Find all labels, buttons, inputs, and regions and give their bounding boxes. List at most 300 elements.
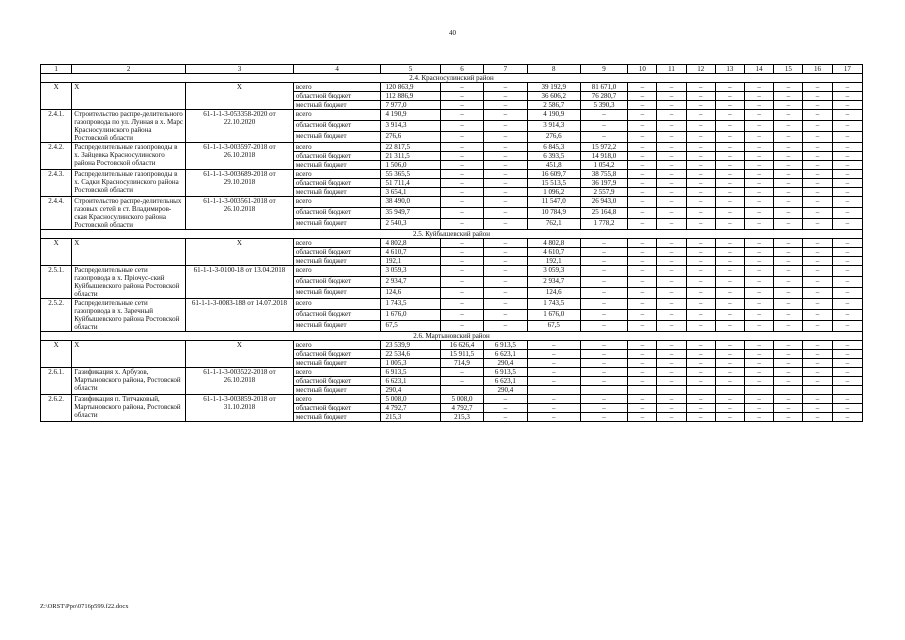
value-cell: –	[484, 277, 527, 288]
value-cell: –	[774, 341, 803, 350]
item-number: 2.6.1.	[41, 368, 72, 395]
value-cell: –	[686, 395, 715, 404]
value-cell: –	[774, 110, 803, 121]
column-header: 2	[72, 65, 186, 74]
document-reference: 61-1-1-3-0083-188 от 14.07.2018	[186, 299, 294, 332]
value-cell: 2 557,9	[580, 188, 627, 197]
value-cell: 38 755,8	[580, 170, 627, 179]
value-cell: –	[686, 377, 715, 386]
value-cell: –	[832, 208, 862, 219]
item-number: 2.4.4.	[41, 197, 72, 230]
value-cell: 1 005,3	[381, 359, 440, 368]
value-cell: –	[484, 299, 527, 310]
value-cell: –	[832, 179, 862, 188]
value-cell: –	[774, 121, 803, 132]
budget-type-label: всего	[293, 197, 381, 208]
value-cell: 124,6	[527, 288, 580, 299]
value-cell: –	[580, 395, 627, 404]
value-cell: –	[580, 350, 627, 359]
value-cell: –	[657, 404, 686, 413]
value-cell: –	[628, 404, 657, 413]
value-cell: –	[774, 299, 803, 310]
value-cell: –	[527, 404, 580, 413]
value-cell: –	[832, 299, 862, 310]
value-cell: 1 676,0	[381, 310, 440, 321]
value-cell: –	[803, 132, 832, 143]
value-cell: –	[686, 161, 715, 170]
value-cell: 36 197,9	[580, 179, 627, 188]
value-cell: –	[657, 152, 686, 161]
value-cell: 15 911,5	[440, 350, 483, 359]
value-cell: –	[803, 219, 832, 230]
value-cell: –	[686, 101, 715, 110]
table-row	[41, 170, 863, 179]
value-cell: –	[628, 208, 657, 219]
value-cell: –	[745, 404, 774, 413]
column-header: 11	[657, 65, 686, 74]
value-cell: –	[803, 310, 832, 321]
value-cell: –	[686, 310, 715, 321]
budget-type-label: всего	[293, 341, 381, 350]
value-cell: –	[628, 359, 657, 368]
value-cell: –	[745, 413, 774, 422]
value-cell: –	[715, 161, 744, 170]
value-cell: –	[745, 321, 774, 332]
value-cell: –	[803, 239, 832, 248]
value-cell: –	[527, 377, 580, 386]
value-cell: –	[657, 341, 686, 350]
document-reference: 61-1-1-3-003522-2018 от 26.10.2018	[186, 368, 294, 395]
value-cell: –	[715, 101, 744, 110]
value-cell: 1 743,5	[527, 299, 580, 310]
value-cell: 11 547,0	[527, 197, 580, 208]
value-cell: –	[745, 121, 774, 132]
value-cell: –	[440, 277, 483, 288]
value-cell: –	[803, 257, 832, 266]
value-cell: 451,8	[527, 161, 580, 170]
value-cell: –	[745, 161, 774, 170]
value-cell: –	[628, 413, 657, 422]
value-cell: –	[440, 321, 483, 332]
value-cell: –	[527, 359, 580, 368]
budget-type-label: всего	[293, 266, 381, 277]
item-description: Распределительные сети газопровода в х. Пріочус-ский Куйбышевского района Ростовской области	[72, 266, 186, 299]
value-cell: 10 784,9	[527, 208, 580, 219]
value-cell	[715, 386, 744, 395]
value-cell: –	[657, 170, 686, 179]
value-cell: –	[686, 152, 715, 161]
value-cell: –	[686, 299, 715, 310]
value-cell: –	[832, 341, 862, 350]
value-cell: –	[580, 299, 627, 310]
budget-type-label: местный бюджет	[293, 161, 381, 170]
value-cell: 112 886,9	[381, 92, 440, 101]
value-cell: –	[527, 341, 580, 350]
column-header: 6	[440, 65, 483, 74]
value-cell: –	[440, 310, 483, 321]
value-cell: –	[803, 208, 832, 219]
table-row	[41, 197, 863, 208]
value-cell: –	[745, 341, 774, 350]
value-cell: –	[774, 377, 803, 386]
table-row	[41, 368, 863, 377]
table-row	[41, 341, 863, 350]
value-cell: –	[774, 321, 803, 332]
value-cell: –	[580, 377, 627, 386]
value-cell	[832, 386, 862, 395]
value-cell: –	[715, 395, 744, 404]
document-reference: 61-1-1-3-0100-18 от 13.04.2018	[186, 266, 294, 299]
value-cell: 1 676,0	[527, 310, 580, 321]
value-cell: –	[745, 132, 774, 143]
value-cell: –	[715, 170, 744, 179]
value-cell: –	[580, 257, 627, 266]
value-cell: –	[484, 152, 527, 161]
value-cell: –	[774, 257, 803, 266]
value-cell: –	[527, 350, 580, 359]
value-cell: –	[832, 377, 862, 386]
value-cell: –	[440, 179, 483, 188]
value-cell: –	[715, 208, 744, 219]
section-row	[41, 230, 863, 239]
value-cell: –	[686, 266, 715, 277]
value-cell: –	[440, 257, 483, 266]
value-cell: –	[832, 239, 862, 248]
value-cell: –	[803, 350, 832, 359]
page-number: 40	[449, 29, 456, 37]
budget-type-label: всего	[293, 239, 381, 248]
column-header: 9	[580, 65, 627, 74]
value-cell: –	[715, 248, 744, 257]
item-number: Х	[41, 239, 72, 266]
item-description: Распределительные сети газопровода в х. Заречный Куйбышевского района Ростовской области	[72, 299, 186, 332]
value-cell: –	[774, 92, 803, 101]
value-cell: –	[580, 288, 627, 299]
value-cell: 5 008,0	[440, 395, 483, 404]
value-cell: –	[628, 257, 657, 266]
value-cell	[745, 386, 774, 395]
column-header: 7	[484, 65, 527, 74]
value-cell: –	[745, 239, 774, 248]
value-cell: –	[803, 121, 832, 132]
value-cell: 3 914,3	[381, 121, 440, 132]
value-cell: –	[832, 197, 862, 208]
item-description: Газификация х. Арбузов, Мартыновского района, Ростовской области	[72, 368, 186, 395]
value-cell: 124,6	[381, 288, 440, 299]
value-cell: –	[686, 121, 715, 132]
value-cell: –	[628, 239, 657, 248]
section-row	[41, 332, 863, 341]
value-cell: –	[715, 132, 744, 143]
value-cell: 26 943,0	[580, 197, 627, 208]
value-cell: 22 534,6	[381, 350, 440, 359]
value-cell: –	[527, 413, 580, 422]
value-cell: –	[774, 161, 803, 170]
value-cell: –	[484, 208, 527, 219]
value-cell: –	[774, 208, 803, 219]
value-cell: –	[657, 257, 686, 266]
value-cell: –	[440, 219, 483, 230]
value-cell: –	[832, 121, 862, 132]
value-cell: –	[440, 132, 483, 143]
value-cell: –	[745, 152, 774, 161]
value-cell: –	[484, 170, 527, 179]
value-cell: –	[774, 239, 803, 248]
value-cell: 215,3	[381, 413, 440, 422]
value-cell: –	[527, 368, 580, 377]
value-cell: 16 609,7	[527, 170, 580, 179]
value-cell: 4 190,9	[381, 110, 440, 121]
value-cell: –	[745, 197, 774, 208]
value-cell: –	[440, 266, 483, 277]
value-cell: –	[440, 110, 483, 121]
value-cell: –	[686, 83, 715, 92]
value-cell: –	[774, 395, 803, 404]
file-path-footer: Z:\ORST\Ppo\0716p599.f22.docx	[40, 603, 129, 610]
value-cell: –	[832, 288, 862, 299]
value-cell: –	[628, 350, 657, 359]
value-cell: –	[440, 161, 483, 170]
value-cell: –	[484, 188, 527, 197]
value-cell: 4 610,7	[527, 248, 580, 257]
value-cell: –	[686, 219, 715, 230]
value-cell: –	[715, 288, 744, 299]
value-cell: –	[745, 266, 774, 277]
table-row	[41, 395, 863, 404]
value-cell: –	[715, 377, 744, 386]
value-cell: –	[715, 121, 744, 132]
value-cell: –	[803, 179, 832, 188]
value-cell: –	[484, 257, 527, 266]
budget-type-label: местный бюджет	[293, 101, 381, 110]
value-cell: –	[440, 299, 483, 310]
value-cell: –	[715, 413, 744, 422]
value-cell: –	[686, 143, 715, 152]
value-cell: –	[628, 170, 657, 179]
budget-type-label: всего	[293, 395, 381, 404]
value-cell: –	[440, 377, 483, 386]
value-cell: –	[484, 239, 527, 248]
value-cell: –	[774, 350, 803, 359]
value-cell: –	[745, 248, 774, 257]
value-cell: –	[745, 359, 774, 368]
item-description: Х	[72, 341, 186, 368]
value-cell: –	[686, 197, 715, 208]
value-cell: –	[628, 299, 657, 310]
value-cell: 5 390,3	[580, 101, 627, 110]
value-cell: –	[803, 288, 832, 299]
value-cell: 762,1	[527, 219, 580, 230]
column-header: 16	[803, 65, 832, 74]
value-cell: –	[484, 321, 527, 332]
budget-type-label: всего	[293, 143, 381, 152]
value-cell: 14 918,0	[580, 152, 627, 161]
column-header: 13	[715, 65, 744, 74]
table-row	[41, 143, 863, 152]
column-header: 14	[745, 65, 774, 74]
value-cell: –	[803, 377, 832, 386]
value-cell: –	[657, 197, 686, 208]
value-cell: –	[686, 288, 715, 299]
value-cell: –	[745, 377, 774, 386]
value-cell: 714,9	[440, 359, 483, 368]
value-cell: –	[715, 179, 744, 188]
value-cell: –	[715, 310, 744, 321]
value-cell: –	[745, 83, 774, 92]
value-cell: –	[774, 310, 803, 321]
value-cell: –	[803, 170, 832, 179]
budget-type-label: местный бюджет	[293, 132, 381, 143]
budget-type-label: областной бюджет	[293, 277, 381, 288]
budget-type-label: всего	[293, 110, 381, 121]
value-cell: –	[628, 197, 657, 208]
item-number: 2.4.2.	[41, 143, 72, 170]
value-cell: –	[657, 188, 686, 197]
column-header: 4	[293, 65, 381, 74]
value-cell: 5 008,0	[381, 395, 440, 404]
value-cell: 21 311,5	[381, 152, 440, 161]
value-cell: –	[774, 132, 803, 143]
value-cell: –	[774, 143, 803, 152]
value-cell: 3 654,1	[381, 188, 440, 197]
value-cell: –	[628, 161, 657, 170]
value-cell: –	[803, 101, 832, 110]
value-cell: –	[440, 197, 483, 208]
value-cell: –	[745, 219, 774, 230]
value-cell: 192,1	[527, 257, 580, 266]
item-number: 2.6.2.	[41, 395, 72, 422]
value-cell: –	[715, 219, 744, 230]
value-cell: –	[803, 161, 832, 170]
budget-type-label: местный бюджет	[293, 288, 381, 299]
value-cell	[657, 386, 686, 395]
value-cell	[580, 386, 627, 395]
table-row	[41, 299, 863, 310]
value-cell: –	[832, 359, 862, 368]
value-cell: –	[484, 413, 527, 422]
value-cell: –	[715, 368, 744, 377]
value-cell: –	[774, 248, 803, 257]
column-header: 8	[527, 65, 580, 74]
document-reference: Х	[186, 239, 294, 266]
value-cell: –	[440, 152, 483, 161]
value-cell: –	[657, 377, 686, 386]
value-cell: –	[803, 248, 832, 257]
value-cell	[686, 386, 715, 395]
value-cell: –	[745, 277, 774, 288]
value-cell: 39 192,9	[527, 83, 580, 92]
value-cell: –	[803, 321, 832, 332]
value-cell: –	[745, 288, 774, 299]
value-cell: 38 490,0	[381, 197, 440, 208]
value-cell: 2 934,7	[527, 277, 580, 288]
value-cell: 15 513,5	[527, 179, 580, 188]
value-cell: –	[745, 110, 774, 121]
value-cell: –	[580, 110, 627, 121]
value-cell: –	[484, 101, 527, 110]
value-cell: –	[628, 143, 657, 152]
value-cell: –	[774, 83, 803, 92]
value-cell: –	[803, 92, 832, 101]
document-reference: Х	[186, 341, 294, 368]
value-cell: 215,3	[440, 413, 483, 422]
value-cell: –	[715, 152, 744, 161]
column-header: 15	[774, 65, 803, 74]
table-row	[41, 266, 863, 277]
document-reference: 61-1-1-3-003561-2018 от 26.10.2018	[186, 197, 294, 230]
value-cell: –	[686, 277, 715, 288]
value-cell: –	[803, 188, 832, 197]
value-cell: –	[715, 350, 744, 359]
value-cell: –	[832, 257, 862, 266]
value-cell: –	[440, 92, 483, 101]
value-cell: –	[803, 341, 832, 350]
value-cell: –	[657, 219, 686, 230]
value-cell: 120 863,9	[381, 83, 440, 92]
budget-type-label: местный бюджет	[293, 257, 381, 266]
budget-type-label: областной бюджет	[293, 92, 381, 101]
value-cell: –	[628, 277, 657, 288]
budget-type-label: местный бюджет	[293, 188, 381, 197]
item-number: 2.5.1.	[41, 266, 72, 299]
value-cell: –	[484, 248, 527, 257]
value-cell: –	[686, 208, 715, 219]
budget-type-label: всего	[293, 299, 381, 310]
value-cell: –	[803, 197, 832, 208]
item-number: Х	[41, 83, 72, 110]
value-cell: 6 623,1	[484, 377, 527, 386]
document-reference: 61-1-1-3-053358-2020 от 22.10.2020	[186, 110, 294, 143]
column-header: 3	[186, 65, 294, 74]
value-cell: –	[628, 377, 657, 386]
value-cell: 67,5	[381, 321, 440, 332]
value-cell: –	[628, 83, 657, 92]
value-cell: –	[580, 359, 627, 368]
item-description: Строительство распре-делительных газовых сетей в ст. Владимиров-ская Красносулинского района Ростовской области	[72, 197, 186, 230]
budget-type-label: областной бюджет	[293, 121, 381, 132]
value-cell: 51 711,4	[381, 179, 440, 188]
value-cell: –	[628, 288, 657, 299]
value-cell: 6 623,1	[381, 377, 440, 386]
value-cell: –	[628, 321, 657, 332]
value-cell: –	[832, 219, 862, 230]
value-cell: –	[440, 188, 483, 197]
value-cell: 276,6	[527, 132, 580, 143]
value-cell: –	[686, 368, 715, 377]
value-cell: –	[803, 299, 832, 310]
value-cell: –	[803, 277, 832, 288]
item-description: Строительство распре-делительного газопровода по ул. Лунная в х. Марс Красносулинского района Ростовской области	[72, 110, 186, 143]
value-cell	[774, 386, 803, 395]
value-cell: –	[715, 299, 744, 310]
value-cell: 2 586,7	[527, 101, 580, 110]
value-cell: –	[803, 368, 832, 377]
value-cell	[440, 386, 483, 395]
value-cell: 4 802,8	[381, 239, 440, 248]
value-cell: –	[657, 368, 686, 377]
section-title: 2.5. Куйбышевский район	[41, 230, 863, 239]
value-cell: –	[832, 368, 862, 377]
value-cell: 1 743,5	[381, 299, 440, 310]
value-cell: –	[686, 248, 715, 257]
column-header: 12	[686, 65, 715, 74]
value-cell: 55 365,5	[381, 170, 440, 179]
value-cell: –	[628, 341, 657, 350]
value-cell: –	[580, 368, 627, 377]
value-cell: 3 914,3	[527, 121, 580, 132]
value-cell: –	[440, 368, 483, 377]
value-cell: –	[580, 239, 627, 248]
